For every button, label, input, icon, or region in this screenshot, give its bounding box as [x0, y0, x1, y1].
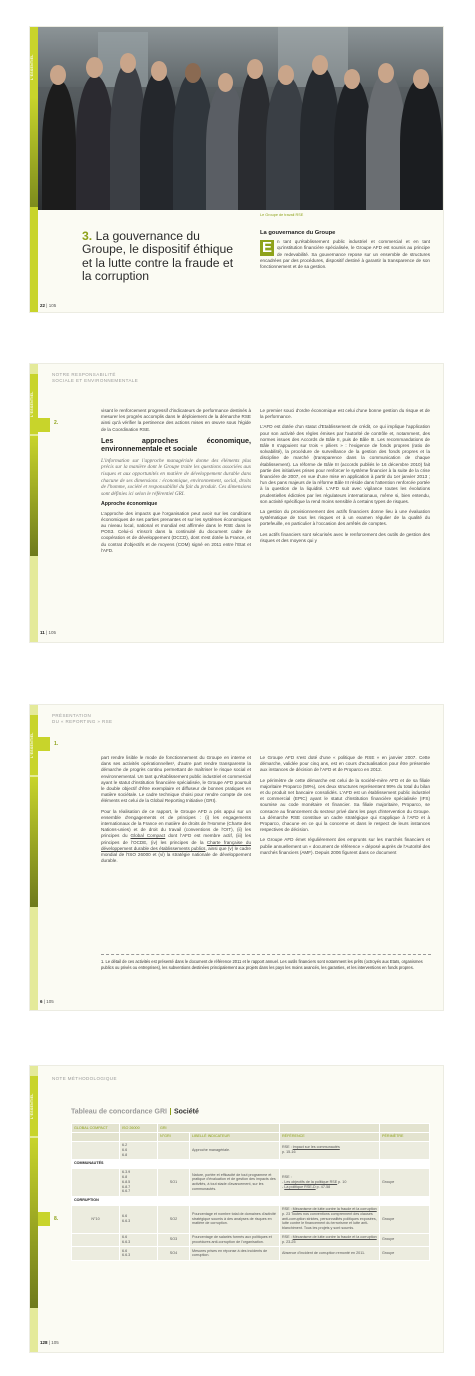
section-heading: La gouvernance du Groupe	[260, 230, 336, 236]
ref-link[interactable]: La politique RSE-D	[284, 1184, 316, 1189]
global-compact-link[interactable]: Global Compact	[130, 833, 166, 839]
chapter-marker	[38, 737, 50, 751]
ref-link[interactable]: Mécanisme de lutte contre la fraude et la corruption	[292, 1207, 377, 1212]
section-tag: PRÉSENTATION DU « REPORTING » RSE	[52, 713, 113, 724]
side-tab-label: L'ESSENTIEL	[30, 732, 34, 758]
chapter-number: 1.	[54, 741, 59, 747]
right-column: Le Groupe AFD s'est doté d'une « politique de RSE » en janvier 2007. Cette démarche, validée pour cinq ans, est en cours d'actualisation pour être présentée aux instances de décision de l'AFD et de Proparco en 2012. Le périmètre de cette démarche est celui de la société-mère AFD et de sa filiale majoritaire Proparco (59%), ces deux structures représentent 99% du total du bilan et du produit net bancaire consolidés. L'AFD est un établissement public industriel et commercial (EPIC) ayant le statut d'institution financière spécialisée (IFS) soumise au code monétaire et financier. Sa filiale majoritaire, Proparco, se consacre au financement du secteur privé dans les pays d'intervention du Groupe. La démarche RSE constitue un cadre stratégique qui s'applique à l'AFD et à Proparco, chacune en ce qui la concerne et dans le respect de leurs instances respectives de décision. Le Groupe AFD émet régulièrement des emprunts sur les marchés financiers et publie annuellement un « document de référence » déposé auprès de l'Autorité des marchés financiers (AMF). Depuis 2006 figurent dans ce document	[260, 755, 430, 855]
side-tab-label: L'ESSENTIEL	[30, 54, 34, 80]
ref-link[interactable]: Impact sur les communautés	[292, 1145, 340, 1150]
table-group-row: COMMUNAUTÉS	[72, 1159, 430, 1168]
photo-caption: Le Groupe de travail RSE	[260, 213, 304, 217]
charte-link[interactable]: Charte française du développement durable des établissements publics	[101, 839, 252, 851]
ref-link[interactable]: Les objectifs de la politique RSE	[284, 1179, 338, 1184]
left-column: part rendre lisible le mode de fonctionnement du Groupe en interne et dans ses activités opérationnelles¹, d'autre part rendre transparente la démarche de progrès continu permettant de maîtriser le risque social et environnemental. Un tant qu'établissement public industriel et commercial ayant le statut d'institution financière spécialisée, le Groupe AFD poursuit le double objectif d'être exemplaire et diffuseur de bonnes pratiques en matière sociétale. Le cadre technique choisi pour rendre compte de ces éléments est celui de la Global Reporting Initiative (GRI). Pour la réalisation de ce rapport, le Groupe AFD a pris appui sur un ensemble d'engagements et de principes : (i) les engagements internationaux de la France en matière de droits de l'Homme (Charte des Nations-unies) et de droit du travail (conventions de l'OIT), (ii) les principes du Global Compact dont l'AFD est membre actif, (iii) les principes de l'OCDE, (iv) les principes de la Charte française du développement durable des établissements publics, ainsi que (v) le cadre mondial de l'ISO 26000 et (vi) la stratégie nationale de développement durable.	[101, 755, 252, 864]
table-row: 6.6 6.6.3 SO3 Pourcentage de salariés formés aux politiques et procédures anti-corruption de l'organisation. RSE : Mécanisme de lutte contre la fraude et la corruption p. 23-25 Groupe	[72, 1233, 430, 1247]
group-photo	[38, 27, 443, 210]
side-tab-label: L'ESSENTIEL	[30, 1093, 34, 1119]
page-number: 22 | 105	[40, 303, 57, 308]
page-governance	[30, 27, 443, 312]
page-gri-table	[30, 1066, 443, 1352]
chapter-marker	[38, 418, 50, 432]
page-reporting	[30, 705, 443, 1010]
section-tag: NOTRE RESPONSABILITÉ SOCIALE ET ENVIRONNEMENTALE	[52, 372, 139, 383]
page-number: 11 | 105	[40, 630, 56, 635]
table-group-row: CORRUPTION	[72, 1196, 430, 1205]
table-subheader: N°GRI LIBELLÉ INDICATEUR RÉFÉRENCE PÉRIMÈTRE	[72, 1132, 430, 1141]
page-number: 6 | 105	[40, 999, 54, 1004]
gri-table	[71, 1123, 430, 1261]
intro-italic: L'information sur l'approche managériale donne des éléments plus précis sur la manière dont le Groupe traite les questions associées aux risques et aux opportunités en matière de développement durable dans chacune de ses dimensions : économique, environnement, social, droits de l'homme, société et responsabilité du fait du produit. Ces dimensions sont définies ici selon le référentiel GRI.	[101, 457, 251, 497]
ref-link[interactable]: Mécanisme de lutte contre la fraude et la corruption	[292, 1235, 377, 1240]
dropcap: E	[261, 239, 272, 257]
left-column: visant le renforcement progressif d'indicateurs de performance destinés à mesurer les progrès accomplis dans le déploiement de la démarche RSE ainsi qu'à vérifier la pertinence des actions mises en œuvre sous l'égide de la Coordination RSE. Les approches économique, environnementale et sociale L'information sur l'approche managériale donne des éléments plus précis sur la manière dont le Groupe traite les questions associées aux risques et aux opportunités en matière de développement durable dans chacune de ses dimensions : économique, environnement, social, droits de l'homme, société et responsabilité du fait du produit. Ces dimensions sont définies ici selon le référentiel GRI. Approche économique L'approche des impacts que l'organisation peut avoir sur les conditions économiques de ses parties prenantes et sur les systèmes économiques au niveau local, national et mondial est affirmée dans le RSE dans le POS3. Celui-ci s'inscrit dans la continuité du document cadre de coopération et de développement (DCCD), dont s'est dotée la France, et du contrat d'objectifs et de moyens (COM) signé en 2011 entre l'Etat et l'AFD.	[101, 408, 251, 553]
table-row: N°10 6.6 6.6.3 SO2 Pourcentage et nombre total de domaines d'activité stratégique soumis à des analyses de risques en matière de corruption. RSE : Mécanisme de lutte contre la fraude et la corruption p. 23 Toutes nos conventions comprennent des clauses anti-corruption strictes, personnalités politiques exposées, lutte contre le financement du terrorisme et lutte anti-blanchiment. Tous les projets y sont soumis. Groupe	[72, 1205, 430, 1233]
chapter-number: 8.	[54, 1216, 59, 1222]
page-economic-approach	[30, 364, 443, 642]
subheading-economic: Approche économique	[101, 501, 158, 508]
governance-intro: La gouvernance du Groupe E n tant qu'établissement public industriel et commercial et en tant qu'institution financière spécialisée, le Groupe AFD est soumis au principe de redevabilité. Sa gouvernance repose sur un ensemble de structures encadrées par des procédures, dispositif destiné à garantir la transparence de son fonctionnement et de sa gestion.	[260, 230, 430, 270]
table-row: 6.3.9 6.8 6.8.5 6.8.7 6.6.7 SO1 Nature, portée et efficacité de tout programme et pratique d'évaluation et de gestion des impacts des activités, à tout stade d'avancement, sur les communautés. RSE : - Les objectifs de la politique RSE p. 10 - La politique RSE-D p. 47-58 Groupe	[72, 1168, 430, 1196]
chapter-marker	[38, 1212, 50, 1226]
table-row: 6.6 6.6.3 SO4 Mesures prises en réponse à des incidents de corruption. Absence d'incident de corruption remonté en 2011. Groupe	[72, 1247, 430, 1261]
side-tab-label: L'ESSENTIEL	[30, 391, 34, 417]
table-header: GLOBAL COMPACT ISO 26000 GRI	[72, 1124, 430, 1133]
table-row: 6.2 6.6 6.8 Approche managériale. RSE : Impact sur les communautés p. 15-16	[72, 1141, 430, 1159]
subheading: Les approches économique, environnementale et sociale	[101, 435, 251, 454]
chapter-number: 2.	[54, 420, 59, 426]
right-column: Le premier souci d'ordre économique est celui d'une bonne gestion du risque et de la performance. L'AFD est dotée d'un statut d'Etablissement de crédit, ce qui implique l'application pour son activité des règles émises par l'autorité de contrôle et, notamment, des normes issues des Accords de Bâle II, puis de Bâle III. Les recommandations de Bâle II s'appuient sur trois « piliers » : l'exigence de fonds propres (ratio de solvabilité), la procédure de surveillance de la gestion des fonds propres et la discipline de marché (transparence dans la communication de chaque établissement). La réforme de Bâle III (accords publiés le 16 décembre 2010) fait partie des initiatives prises pour renforcer le système financier à la suite de la crise financière de 2007, en vue d'une mise en application à partir du 1er janvier 2013 ; l'un des pans majeurs de la réforme Bâle III réside dans l'attention renforcée portée à la question de la liquidité. L'AFD suit avec vigilance toutes les évolutions prudentielles édictées par les régulateurs internationaux, même si, bien entendu, son activité spécifique la rend moins sensible à certains types de risques. La gestion du provisionnement des actifs financiers donne lieu à une évaluation systématique de tous les risques et à un examen régulier de la qualité du portefeuille, en particulier à l'occasion des arrêtés de comptes. Les actifs financiers sont sécurisés avec le renforcement des outils de gestion des risques et des moyens qui y	[260, 408, 430, 543]
footnote-rule	[101, 954, 431, 955]
footnote: 1. Le détail de ces activités est présenté dans le document de référence 2011 et le rapport annuel. Les outils financiers sont notamment les prêts (octroyés aux Etats, organismes publics ou privés ou entreprises), les subventions destinées principalement aux projets dans les pays les moins avancés, les garanties, et les interventions en fonds propres.	[101, 959, 423, 970]
section-tag: NOTE MÉTHODOLOGIQUE	[52, 1076, 117, 1081]
table-title: Tableau de concordance GRI Société	[71, 1108, 199, 1116]
chapter-title: 3. La gouvernance du Groupe, le dispositif éthique et la lutte contre la fraude et la corruption	[82, 229, 234, 283]
page-number: 128 | 105	[40, 1340, 59, 1345]
